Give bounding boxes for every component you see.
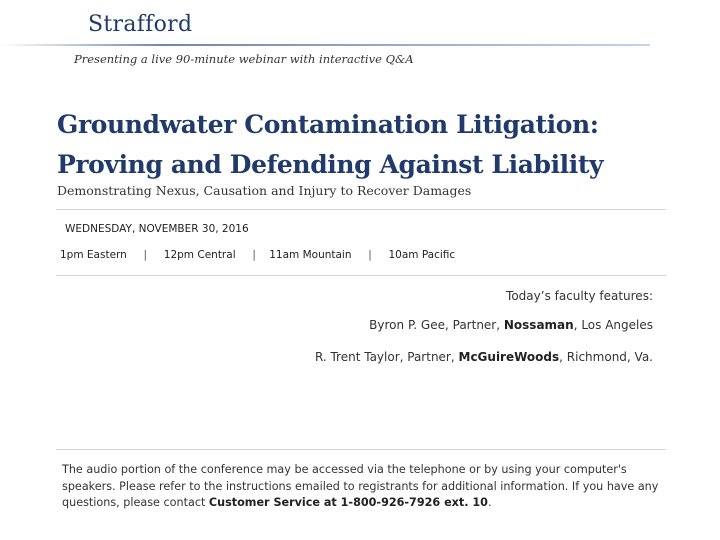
faculty-name: R. Trent Taylor, Partner, <box>314 350 459 364</box>
customer-service-contact: Customer Service at 1-800-926-7926 ext. 10 <box>208 496 488 509</box>
faculty-location: , Los Angeles <box>573 318 653 332</box>
webinar-times <box>60 249 455 261</box>
divider-top <box>56 209 666 210</box>
instructions-text: The audio portion of the conference may be accessed via the telephone or by using your computer's speakers. Please refer to the instructions emailed to registrants for additional information. If you have any questions, please contact <box>62 463 659 509</box>
divider-middle <box>56 275 666 276</box>
webinar-date: WEDNESDAY, NOVEMBER 30, 2016 <box>65 223 249 235</box>
faculty-firm: McGuireWoods <box>458 350 560 364</box>
webinar-subtitle: Demonstrating Nexus, Causation and Injury to Recover Damages <box>57 183 472 198</box>
faculty-firm: Nossaman <box>503 318 574 332</box>
faculty-member <box>315 350 653 364</box>
time-separator: | <box>143 249 148 261</box>
time-mountain: 11am Mountain <box>269 249 352 261</box>
time-central: 12pm Central <box>163 249 236 261</box>
webinar-title <box>57 105 697 185</box>
time-separator: | <box>368 249 372 261</box>
title-line-2: Proving and Defending Against Liability <box>57 150 604 179</box>
faculty-member <box>369 318 653 332</box>
instructions-end: . <box>487 496 492 509</box>
title-line-1: Groundwater Contamination Litigation: <box>57 110 599 139</box>
faculty-name: Byron P. Gee, Partner, <box>369 318 504 332</box>
strafford-logo: Strafford <box>88 12 193 37</box>
time-separator: | <box>252 249 256 261</box>
faculty-location: , Richmond, Va. <box>559 350 653 364</box>
header-divider <box>0 44 650 46</box>
time-pacific: 10am Pacific <box>388 249 456 261</box>
webinar-tagline: Presenting a live 90-minute webinar with interactive Q&A <box>74 52 414 66</box>
audio-instructions <box>62 462 662 512</box>
time-eastern: 1pm Eastern <box>60 249 127 261</box>
divider-bottom <box>56 449 666 450</box>
faculty-heading: Today’s faculty features: <box>506 289 653 303</box>
